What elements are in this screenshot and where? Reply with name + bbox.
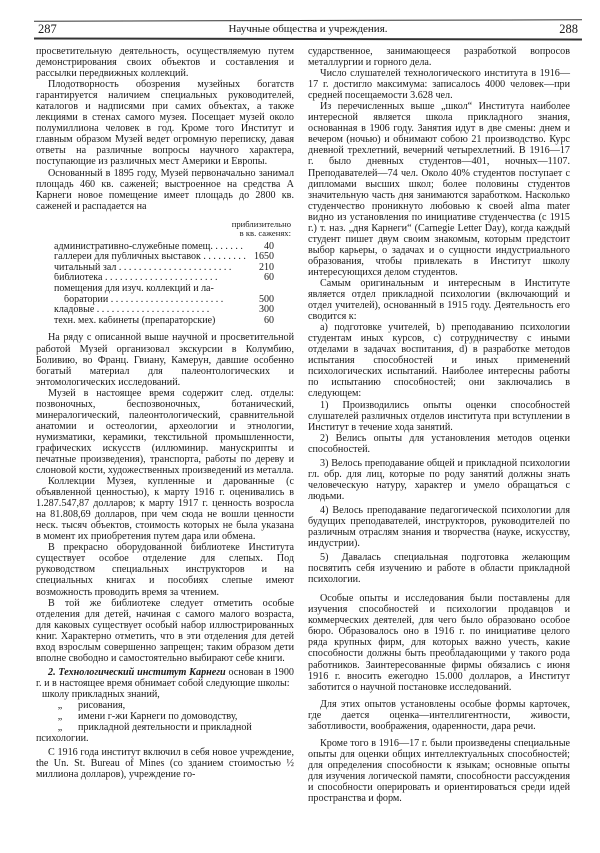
paragraph: 5) Давалась специальная подготовка желающим посвятить себя изучению и работе в области прикладной психологии. <box>308 552 570 586</box>
paragraph: В той же библиотеке следует отметить особые отделения для детей, начиная с самого малого возраста, для каковых существует особый набор иллюстрированных книг. Характерно отметить, что в эти отделения для детей вход взрослым совершенно запрещен; таким образом дети вполне свободно и самостоятельно выбирают себе книги. <box>36 597 294 664</box>
table-row: галлереи для публичных выставок . . . 1650 <box>54 252 274 263</box>
paragraph: Музей в настоящее время содержит след. отделы: позвоночных, беспозвоночных, ботанический, минералогический, палеонтологический, сравнительной анатомии и остеологии, археологии и этнологии, нумизматики, керамики, текстильной промышленности, графических искусств (иллюминир. манускрипты и печатные произведения), транспорта, работы по дереву и слоновой кости, художественных произведений из металла. <box>36 387 294 477</box>
paragraph: Для этих опытов установлены особые формы карточек, где дается оценка—интеллигентности, живости, заботливости, воображения, одаренности, дара речи. <box>308 698 570 732</box>
paragraph: В прекрасно оборудованной библиотеке Института существует особое отделение для слепых. Под руководством специальных инструкторов и на специальных книгах и пособиях слепые имеют возможность проводить время за чтением. <box>36 542 294 598</box>
running-title: Научные общества и учреждения. <box>228 23 388 35</box>
list-item: „ прикладной деятельности и прикладной <box>42 722 294 733</box>
section-paragraph: 2. Технологический институт Карнеги основан в 1900 г. и в настоящее время обнимает собой следующие школы: <box>36 666 294 689</box>
page-number-right: 288 <box>559 22 578 36</box>
area-table <box>54 242 274 327</box>
table-row: боратории . . . 500 <box>54 295 274 306</box>
right-column <box>308 46 570 804</box>
paragraph: На ряду с описанной выше научной и просветительной работой Музей организовал экскурсии в Колумбию, Боливию, во Франц. Гвиану, Камерун, давшие особенно богатый материал для палеонтологических и энтомологических исследований. <box>36 332 294 388</box>
ditto-mark: „ <box>57 711 63 723</box>
paragraph: Коллекции Музея, купленные и дарованные (с объявленной ценностью), к марту 1916 г. оценивались в 1.287.547,87 долларов; к марту 1917 г. ценность возросла на 81.808,69 долларов, при чем сюда не вошли ценности неск. тысяч объектов, стоимость которых не была указана в момент их приобретения путем дара или обмена. <box>36 476 294 543</box>
list-item: „ имени г-жи Карнеги по домоводству, <box>42 711 294 722</box>
table-row: административно-служебные помещ. . . . 40 <box>54 242 274 253</box>
paragraph: Основанный в 1895 году, Музей первоначально занимал площадь 460 кв. саженей; выстроенное на средства А Карнеги новое помещение имеет площадь до 2800 кв. саженей и распадается на <box>36 167 294 212</box>
paragraph: 4) Велось преподавание педагогической психологии для будущих преподавателей, инструкторов, руководителей по различным отраслям знания и творчества (науке, искусству, индустрии). <box>308 504 570 550</box>
page-number-left: 287 <box>38 22 57 36</box>
table-row: библиотека . . . 60 <box>54 273 274 284</box>
table-row: техн. мех. кабинеты (препараторские) 60 <box>54 314 274 326</box>
paragraph: сударственное, занимающееся разработкой вопросов металлургии и горного дела. <box>308 46 570 69</box>
left-column <box>36 46 294 780</box>
paragraph: 3) Велось преподавание общей и прикладной психологии гл. обр. для лиц, которые по роду занятий должны знать человеческую натуру, характер и умело обращаться с людьми. <box>308 457 570 502</box>
paragraph: 1) Производились опыты оценки способностей слушателей различных отделов института при вступлении в Институт в течение хода занятий. <box>308 399 570 433</box>
paragraph: 2) Велись опыты для установления методов оценки способностей. <box>308 432 570 455</box>
ditto-mark: „ <box>57 722 63 734</box>
table-row: читальный зал . . . 210 <box>54 263 274 274</box>
list-item: школу прикладных знаний, <box>42 688 160 700</box>
table-row: помещения для изуч. коллекций и ла- <box>54 284 214 295</box>
paragraph: Самым оригинальным и интересным в Институте является отдел прикладной психологии (включающий и отдел учителей), основанный в 1915 году. Деятельность его сводится к: <box>308 277 570 323</box>
list-tail: психологии. <box>36 733 89 745</box>
paragraph: Плодотворность обозрения музейных богатств гарантируется наличием специальных руководителей, каталогов и надписями при самих объектах, а также лекциями в стенах самого музея. Посещает музей около полумиллиона человек в год. Кроме того Институт и главным образом Музей ведет огромную переписку, давая ответы на различные вопросы научного характера, поступающие из различных мест Америки и Европы. <box>36 79 294 168</box>
page-header <box>38 22 578 38</box>
paragraph: Кроме того в 1916—17 г. были произведены специальные опыты для оценки общих интеллектуальных способностей; для определения способности к языкам; основные опыты для изучения логической памяти, способности рассуждения и способности оперировать и ориентироваться среди идей пространства и форм. <box>308 737 570 805</box>
paragraph: Особые опыты и исследования были поставлены для изучения способностей и психологии продавцов и коммерческих деятелей, для чего было образовано особое бюро. Образовалось оно в 1916 г. по инициативе целого ряда крупных фирм, для которых важно учесть, какие способности должны быть преобладающими у такого рода работников. Заинтересованные фирмы обязались с июня 1916 г. вносить ежегодно 15.000 долларов, а Институт заботится о научной постановке исследований. <box>308 593 570 693</box>
paragraph: С 1916 года институт включил в себя новое учреждение, the Un. St. Bureau of Mines (со зданием стоимостью ½ миллиона долларов), учреждение го- <box>36 747 294 781</box>
header-rule-bottom <box>34 38 582 41</box>
table-header: приблизительно в кв. саженях: <box>231 218 291 238</box>
paragraph: просветительную деятельность, осуществляемую путем демонстрирования своих объектов и составления и рассылки передвижных коллекций. <box>36 46 294 80</box>
paragraph: a) подготовке учителей, b) преподаванию психологии студентам иных курсов, c) сотрудничеству с иными отделами в задачах воспитания, d) в разработке методов испытания способностей и иных применений психологических испытаний. Наиболее интересны работы по испытанию способностей; они заключались в следующем: <box>308 322 570 400</box>
ditto-mark: „ <box>57 700 63 711</box>
paragraph: Из перечисленных выше „школ“ Института наиболее интересной является школа прикладного знания, основанная в 1906 году. Занятия идут в две смены: днем и вечером (ночью) и обнимают собою 21 производство. Курс дневной трехлетний, вечерний четырехлетний. В 1916—17 г. было дневных студентов—401, ночных—1107. Преподавателей—74 чел. Около 40% студентов поступает с дипломами высших школ; более половины студентов значительную часть дня занимаются заработком. Насколько студенчество проникнуто любовью к своей alma mater видно из установления по инициативе студенчества (с 1915 г.) т. наз. „дня Карнеги“ (Carnegie Letter Day), когда каждый студент пишет двум своим знакомым, которым предстоит выбор карьеры, о задачах и о сущности индустриального образования, чтобы привлекать в Институт школу интересующихся делом студентов. <box>308 101 570 278</box>
list-item: „ рисования, <box>42 700 294 711</box>
table-row: кладовые . . . 300 <box>54 305 274 316</box>
paragraph: Число слушателей технологического института в 1916—17 г. достигло максимума: записалось 4000 человек—при средней посещаемости 3.628 чел. <box>308 68 570 102</box>
section-heading: 2. Технологический институт Карнеги <box>48 666 226 678</box>
schools-list <box>42 689 294 733</box>
